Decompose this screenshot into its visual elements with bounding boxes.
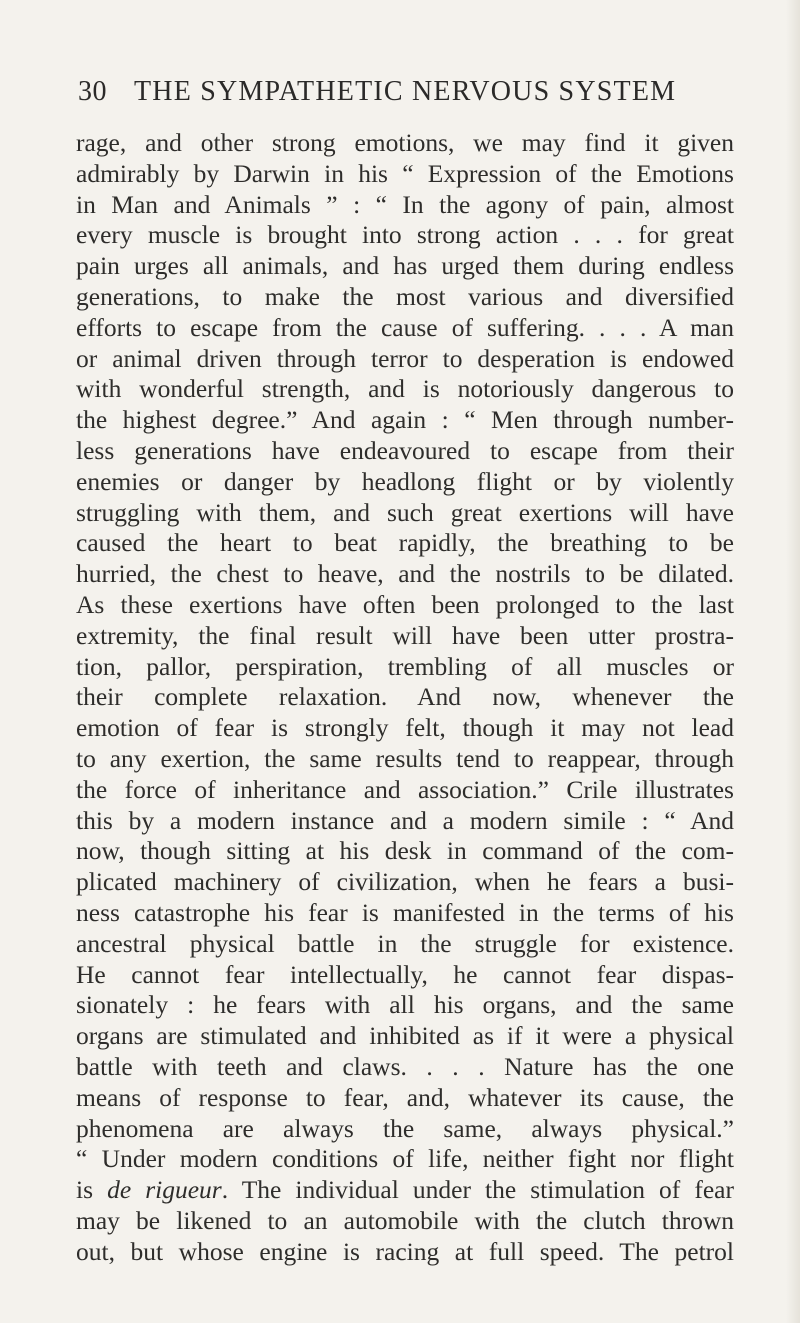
text-line: every muscle is brought into strong action . . . for great bbox=[76, 220, 734, 250]
text-line: As these exertions have often been prolonged to the last bbox=[76, 589, 734, 619]
text-line: generations, to make the most various and diversified bbox=[76, 281, 734, 311]
body-text bbox=[76, 128, 734, 1267]
text-line: “ Under modern conditions of life, neither fight nor flight bbox=[76, 1144, 734, 1174]
text-line: the force of inheritance and association.” Crile illustrates bbox=[76, 774, 734, 804]
text-line: means of response to fear, and, whatever its cause, the bbox=[76, 1082, 734, 1112]
text-line: tion, pallor, perspiration, trembling of all muscles or bbox=[76, 651, 734, 681]
text-line: is de rigueur. The individual under the stimulation of fear bbox=[76, 1175, 734, 1205]
page-number: 30 bbox=[78, 76, 107, 107]
text-line: enemies or danger by headlong flight or by violently bbox=[76, 466, 734, 496]
text-line: out, but whose engine is racing at full speed. The petrol bbox=[76, 1236, 734, 1266]
text-line: extremity, the final result will have been utter prostra- bbox=[76, 620, 734, 650]
text-line: hurried, the chest to heave, and the nostrils to be dilated. bbox=[76, 559, 734, 589]
text-line: organs are stimulated and inhibited as if it were a physical bbox=[76, 1021, 734, 1051]
text-line: in Man and Animals ” : “ In the agony of pain, almost bbox=[76, 189, 734, 219]
text-line: He cannot fear intellectually, he cannot fear dispas- bbox=[76, 959, 734, 989]
text-line: rage, and other strong emotions, we may find it given bbox=[76, 128, 734, 157]
text-line: emotion of fear is strongly felt, though it may not lead bbox=[76, 713, 734, 743]
page-header bbox=[0, 76, 800, 116]
text-line: their complete relaxation. And now, whenever the bbox=[76, 682, 734, 712]
text-line: less generations have endeavoured to escape from their bbox=[76, 435, 734, 465]
text-line: the highest degree.” And again : “ Men through number- bbox=[76, 405, 734, 435]
text-line: efforts to escape from the cause of suffering. . . . A man bbox=[76, 312, 734, 342]
text-line: admirably by Darwin in his “ Expression of the Emotions bbox=[76, 158, 734, 188]
text-line: pain urges all animals, and has urged them during endless bbox=[76, 251, 734, 281]
text-line: phenomena are always the same, always physical.” bbox=[76, 1113, 734, 1143]
page-edge-shadow bbox=[786, 0, 800, 1323]
text-line: battle with teeth and claws. . . . Nature has the one bbox=[76, 1051, 734, 1081]
running-head: THE SYMPATHETIC NERVOUS SYSTEM bbox=[134, 76, 677, 107]
text-line: sionately : he fears with all his organs, and the same bbox=[76, 990, 734, 1020]
text-line: may be likened to an automobile with the clutch thrown bbox=[76, 1205, 734, 1235]
text-line: caused the heart to beat rapidly, the breathing to be bbox=[76, 528, 734, 558]
text-line: struggling with them, and such great exertions will have bbox=[76, 497, 734, 527]
text-line: ancestral physical battle in the struggle for existence. bbox=[76, 928, 734, 958]
text-line: ness catastrophe his fear is manifested in the terms of his bbox=[76, 897, 734, 927]
text-line: to any exertion, the same results tend to reappear, through bbox=[76, 743, 734, 773]
text-line: or animal driven through terror to desperation is endowed bbox=[76, 343, 734, 373]
text-line: this by a modern instance and a modern simile : “ And bbox=[76, 805, 734, 835]
text-line: plicated machinery of civilization, when he fears a busi- bbox=[76, 867, 734, 897]
text-line: now, though sitting at his desk in command of the com- bbox=[76, 836, 734, 866]
text-line: with wonderful strength, and is notoriously dangerous to bbox=[76, 374, 734, 404]
